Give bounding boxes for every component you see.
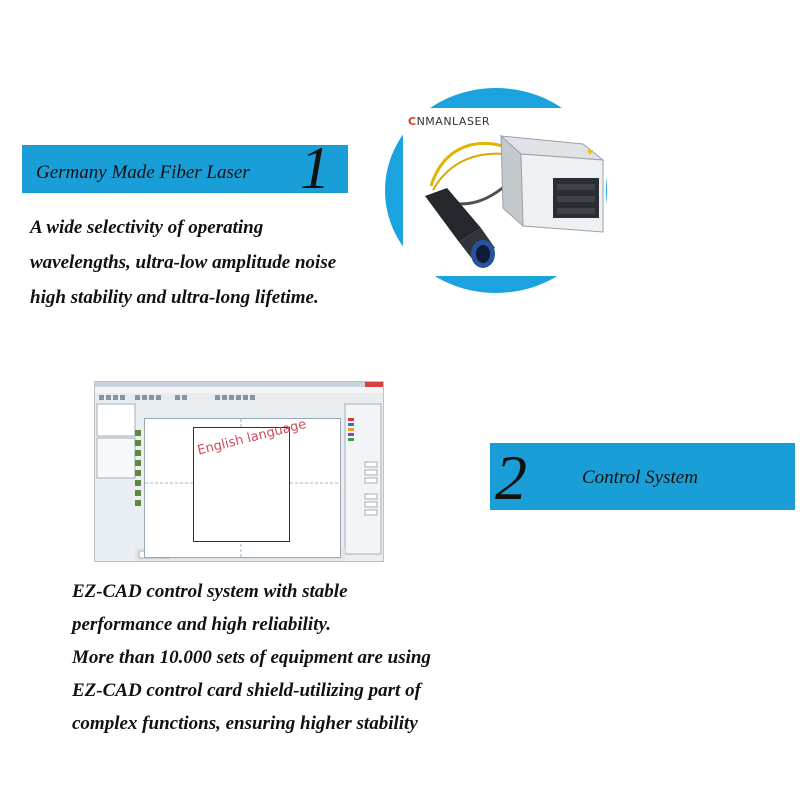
fiber-laser-illustration <box>403 108 606 276</box>
canvas-language-label: English language <box>196 416 308 459</box>
brand-logo-mark: C <box>408 115 417 128</box>
section2-line: complex functions, ensuring higher stability <box>72 713 418 734</box>
section2-line: More than 10.000 sets of equipment are using <box>72 647 431 668</box>
section1-number: 1 <box>300 135 330 201</box>
section2-line: EZ-CAD control card shield-utilizing part of <box>72 680 421 701</box>
section1-line: wavelengths, ultra-low amplitude noise <box>30 252 337 273</box>
section1-description <box>30 210 336 315</box>
section1-line: A wide selectivity of operating <box>30 217 264 238</box>
section2-line: EZ-CAD control system with stable <box>72 581 348 602</box>
section1-line: high stability and ultra-long lifetime. <box>30 287 319 308</box>
section2-number: 2 <box>495 442 527 513</box>
product-image <box>403 108 606 276</box>
section2-title: Control System <box>582 467 698 488</box>
section2-description <box>72 575 431 740</box>
brand-logo <box>408 115 490 128</box>
section1-title: Germany Made Fiber Laser <box>36 162 250 183</box>
brand-logo-text: NMANLASER <box>416 115 491 128</box>
section2-line: performance and high reliability. <box>72 614 331 635</box>
